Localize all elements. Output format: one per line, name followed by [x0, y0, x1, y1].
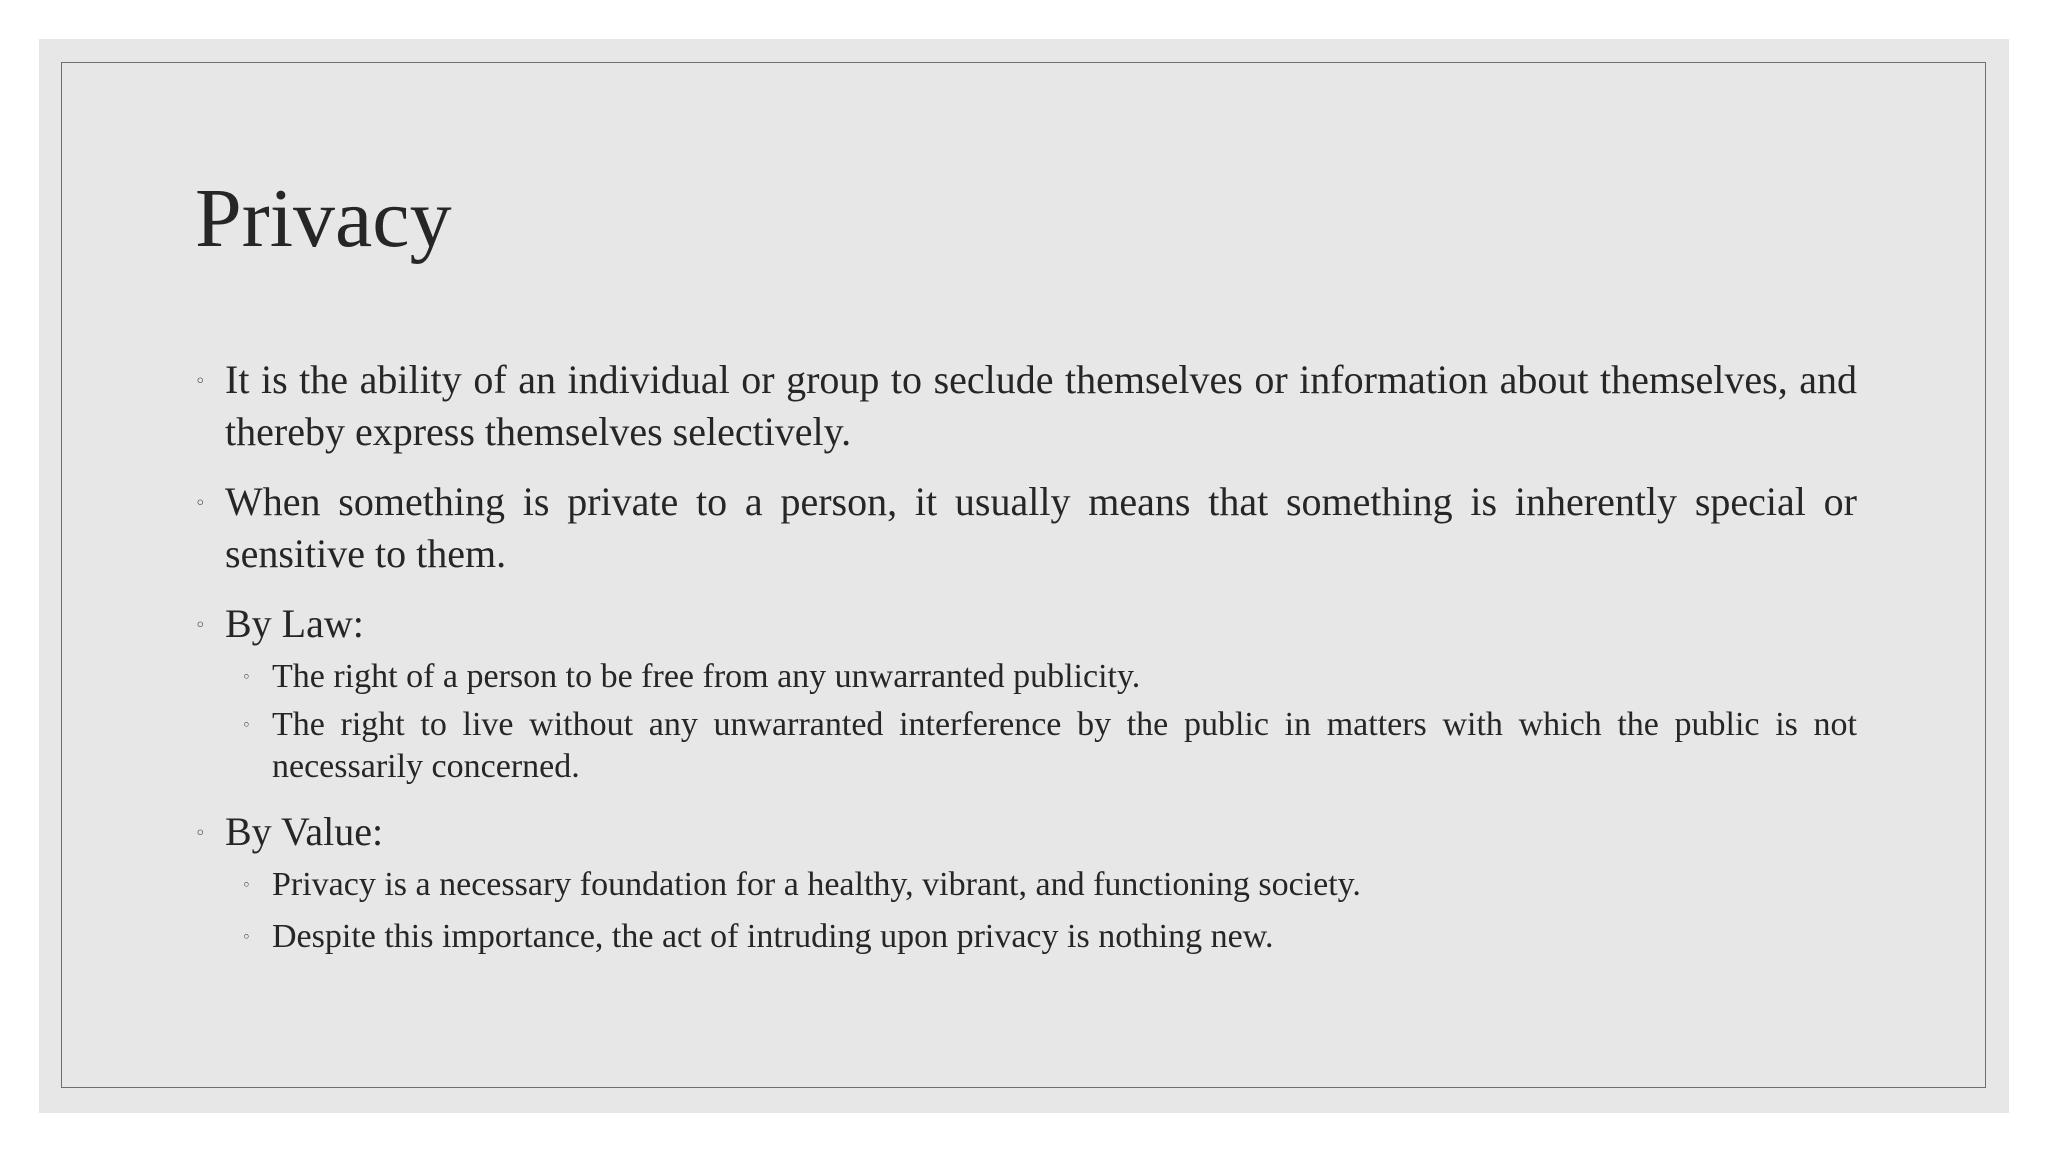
bullet-icon: ◦: [195, 615, 206, 636]
bullet-item: [195, 598, 1857, 650]
bullet-item: [195, 806, 1857, 858]
sub-bullet-item: [242, 916, 1857, 958]
slide: [39, 39, 2009, 1113]
sub-bullet-icon: ◦: [242, 876, 251, 894]
bullet-icon: ◦: [195, 371, 206, 392]
sub-bullet-item: [242, 864, 1857, 906]
bullet-icon: ◦: [195, 823, 206, 844]
sub-bullet-icon: ◦: [242, 716, 251, 734]
sub-bullet-icon: ◦: [242, 928, 251, 946]
slide-title: Privacy: [195, 172, 452, 265]
sub-bullet-text: The right to live without any unwarranted interference by the public in matters with which the public is not necessarily concerned.: [272, 706, 1857, 785]
sub-bullet-icon: ◦: [242, 668, 251, 686]
sub-bullet-item: [242, 704, 1857, 788]
bullet-item: [195, 476, 1857, 580]
bullet-text: By Value:: [225, 809, 384, 854]
sub-bullet-text: Privacy is a necessary foundation for a healthy, vibrant, and functioning society.: [272, 866, 1361, 903]
bullet-text: It is the ability of an individual or group to seclude themselves or information about themselves, and thereby express themselves selectively.: [225, 357, 1857, 454]
bullet-list: [195, 354, 1857, 958]
sub-bullet-text: The right of a person to be free from any unwarranted publicity.: [272, 658, 1141, 695]
sub-bullet-item: [242, 656, 1857, 698]
bullet-text: By Law:: [225, 601, 364, 646]
bullet-icon: ◦: [195, 493, 206, 514]
sub-bullet-text: Despite this importance, the act of intruding upon privacy is nothing new.: [272, 918, 1274, 955]
bullet-item: [195, 354, 1857, 458]
bullet-text: When something is private to a person, it usually means that something is inherently special or sensitive to them.: [225, 479, 1857, 576]
